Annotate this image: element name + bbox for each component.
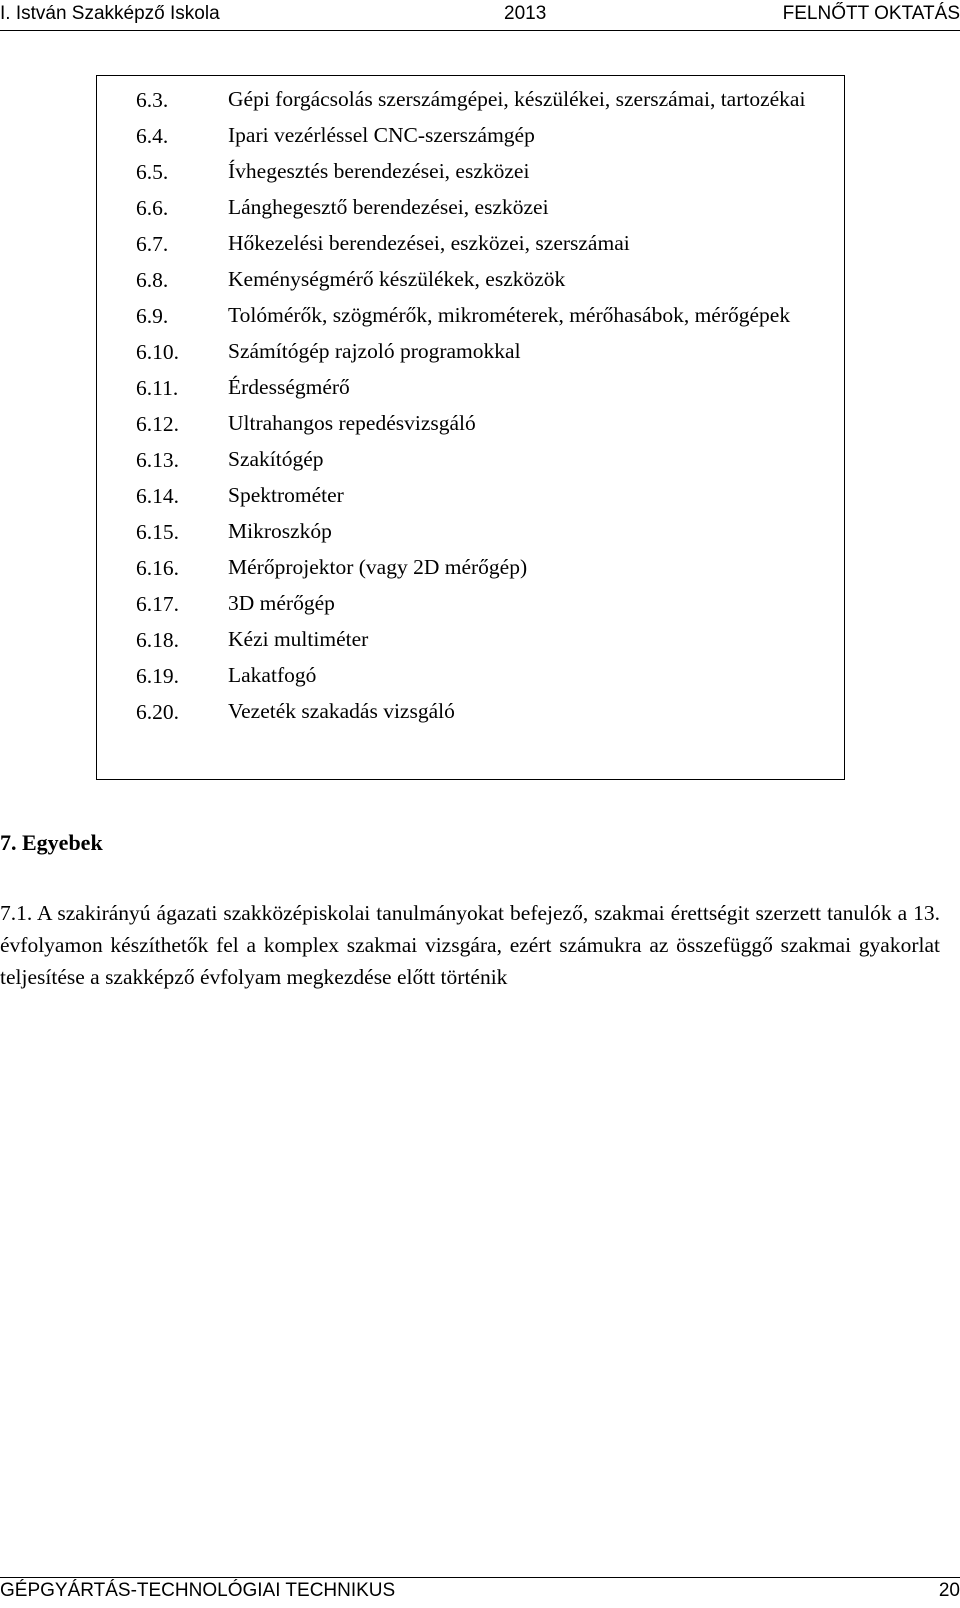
item-number: 6.19. <box>136 664 179 688</box>
item-label: Vezeték szakadás vizsgáló <box>228 699 455 723</box>
equipment-table <box>96 75 845 780</box>
list-item <box>97 586 808 622</box>
item-label: Hőkezelési berendezései, eszközei, szerszámai <box>228 231 630 255</box>
page-number: 20 <box>938 1580 960 1601</box>
item-number: 6.20. <box>136 700 179 724</box>
item-label: Kézi multiméter <box>228 627 369 651</box>
list-item <box>97 226 808 262</box>
list-item <box>97 154 808 190</box>
item-label: 3D mérőgép <box>228 591 335 615</box>
item-number: 6.4. <box>136 124 169 148</box>
page-header <box>0 0 960 31</box>
list-item <box>97 406 808 442</box>
footer-profession: GÉPGYÁRTÁS-TECHNOLÓGIAI TECHNIKUS <box>0 1580 396 1601</box>
list-item <box>97 658 808 694</box>
item-label: Spektrométer <box>228 483 344 507</box>
list-item <box>97 478 808 514</box>
item-number: 6.14. <box>136 484 179 508</box>
header-year: 2013 <box>504 3 547 24</box>
list-item <box>97 622 808 658</box>
item-label: Ultrahangos repedésvizsgáló <box>228 411 476 435</box>
item-number: 6.15. <box>136 520 179 544</box>
item-number: 6.11. <box>136 376 179 400</box>
item-label: Ívhegesztés berendezései, eszközei <box>228 159 530 183</box>
item-number: 6.13. <box>136 448 179 472</box>
header-school: I. István Szakképző Iskola <box>0 3 220 24</box>
header-program: FELNŐTT OKTATÁS <box>782 3 960 24</box>
item-number: 6.9. <box>136 304 169 328</box>
list-item <box>97 550 808 586</box>
list-item <box>97 82 808 118</box>
item-number: 6.5. <box>136 160 169 184</box>
list-item <box>97 190 808 226</box>
item-number: 6.18. <box>136 628 179 652</box>
item-label: Mérőprojektor (vagy 2D mérőgép) <box>228 555 528 579</box>
item-number: 6.12. <box>136 412 179 436</box>
item-label: Ipari vezérléssel CNC-szerszámgép <box>228 123 535 147</box>
item-label: Szakítógép <box>228 447 324 471</box>
list-item <box>97 298 808 334</box>
item-label: Lánghegesztő berendezései, eszközei <box>228 195 549 219</box>
section-heading: 7. Egyebek <box>0 830 103 855</box>
item-label: Mikroszkóp <box>228 519 332 543</box>
list-item <box>97 694 808 730</box>
item-label: Keménységmérő készülékek, eszközök <box>228 267 566 291</box>
item-number: 6.8. <box>136 268 169 292</box>
equipment-list <box>97 82 808 730</box>
item-label: Gépi forgácsolás szerszámgépei, készülékei, szerszámai, tartozékai <box>228 87 806 111</box>
list-item <box>97 514 808 550</box>
item-label: Érdességmérő <box>228 375 350 399</box>
item-number: 6.16. <box>136 556 179 580</box>
list-item <box>97 442 808 478</box>
list-item <box>97 262 808 298</box>
section-paragraph: 7.1. A szakirányú ágazati szakközépiskolai tanulmányokat befejező, szakmai érettségit szerzett tanulók a 13. évfolyamon készíthetők fel a komplex szakmai vizsgára, ezért számukra az összefüggő szakmai gyakorlat teljesítése a szakképző évfolyam megkezdése előtt történik <box>0 901 940 989</box>
item-number: 6.7. <box>136 232 169 256</box>
item-number: 6.17. <box>136 592 179 616</box>
item-number: 6.10. <box>136 340 179 364</box>
item-label: Számítógép rajzoló programokkal <box>228 339 521 363</box>
item-number: 6.6. <box>136 196 169 220</box>
list-item <box>97 118 808 154</box>
list-item <box>97 334 808 370</box>
item-label: Lakatfogó <box>228 663 317 687</box>
list-item <box>97 370 808 406</box>
item-label: Tolómérők, szögmérők, mikrométerek, mérőhasábok, mérőgépek <box>228 303 791 327</box>
item-number: 6.3. <box>136 88 169 112</box>
page-footer <box>0 1577 960 1608</box>
